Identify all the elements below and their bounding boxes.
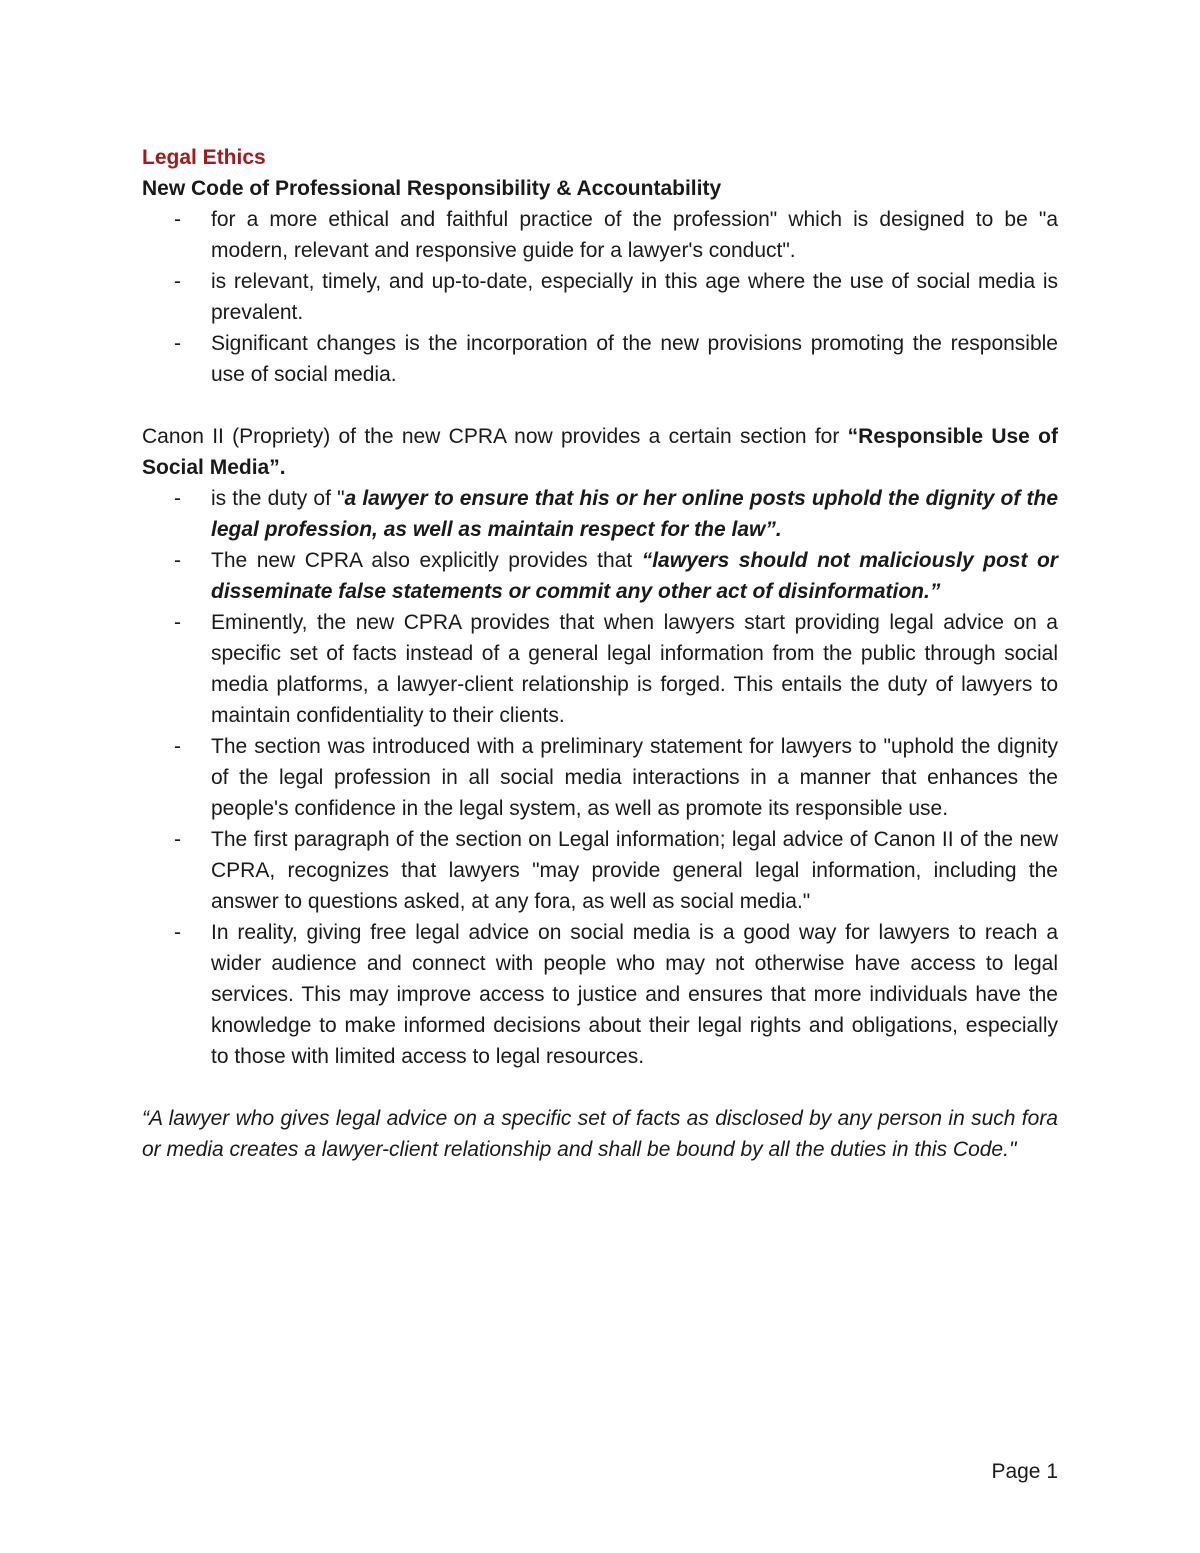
canon-list-item <box>142 545 1058 607</box>
canon-list-item <box>142 607 1058 731</box>
paragraph-spacer <box>142 1072 1058 1103</box>
canon-intro-section-name: “Responsible Use of Social Media”. <box>142 425 1058 479</box>
intro-list-item: - is relevant, timely, and up-to-date, especially in this age where the use of social media is prevalent. <box>142 266 1058 328</box>
document-title: Legal Ethics <box>142 146 266 169</box>
canon-list-item <box>142 483 1058 545</box>
canon-list <box>142 483 1058 1072</box>
canon-list-item <box>142 917 1058 1072</box>
canon-item-text: The new CPRA also explicitly provides that <box>211 549 642 572</box>
intro-list-item: - Significant changes is the incorporation of the new provisions promoting the responsible use of social media. <box>142 328 1058 390</box>
intro-list <box>142 204 1058 390</box>
canon-item-text: In reality, giving free legal advice on social media is a good way for lawyers to reach a wider audience and connect with people who may not otherwise have access to legal services. This may improve access to justice and ensures that more individuals have the knowledge to make informed decisions about their legal rights and obligations, especially to those with limited access to legal resources. <box>211 921 1058 1068</box>
canon-item-emphasis: a lawyer to ensure that his or her online posts uphold the dignity of the legal profession, as well as maintain respect for the law”. <box>211 487 1058 541</box>
document-body <box>142 142 1058 1165</box>
canon-item-text: is the duty of " <box>211 487 345 510</box>
intro-list-item: - for a more ethical and faithful practice of the profession" which is designed to be "a modern, relevant and responsive guide for a lawyer's conduct". <box>142 204 1058 266</box>
canon-item-text: Eminently, the new CPRA provides that when lawyers start providing legal advice on a specific set of facts instead of a general legal information from the public through social media platforms, a lawyer-client relationship is forged. This entails the duty of lawyers to maintain confidentiality to their clients. <box>211 611 1058 727</box>
canon-list-item <box>142 824 1058 917</box>
canon-item-emphasis: “lawyers should not maliciously post or disseminate false statements or commit any other act of disinformation.” <box>211 549 1058 603</box>
page-number: Page 1 <box>991 1460 1058 1483</box>
canon-item-text: The section was introduced with a preliminary statement for lawyers to "uphold the dignity of the legal profession in all social media interactions in a manner that enhances the people's confidence in the legal system, as well as promote its responsible use. <box>211 735 1058 820</box>
canon-intro-paragraph <box>142 421 1058 483</box>
canon-item-text: The first paragraph of the section on Legal information; legal advice of Canon II of the new CPRA, recognizes that lawyers "may provide general legal information, including the answer to questions asked, at any fora, as well as social media." <box>211 828 1058 913</box>
closing-quote: “A lawyer who gives legal advice on a specific set of facts as disclosed by any person in such fora or media creates a lawyer-client relationship and shall be bound by all the duties in this Code." <box>142 1107 1058 1161</box>
canon-intro-text: Canon II (Propriety) of the new CPRA now provides a certain section for <box>142 425 848 448</box>
canon-list-item <box>142 731 1058 824</box>
document-subtitle: New Code of Professional Responsibility & Accountability <box>142 177 722 200</box>
paragraph-spacer <box>142 390 1058 421</box>
